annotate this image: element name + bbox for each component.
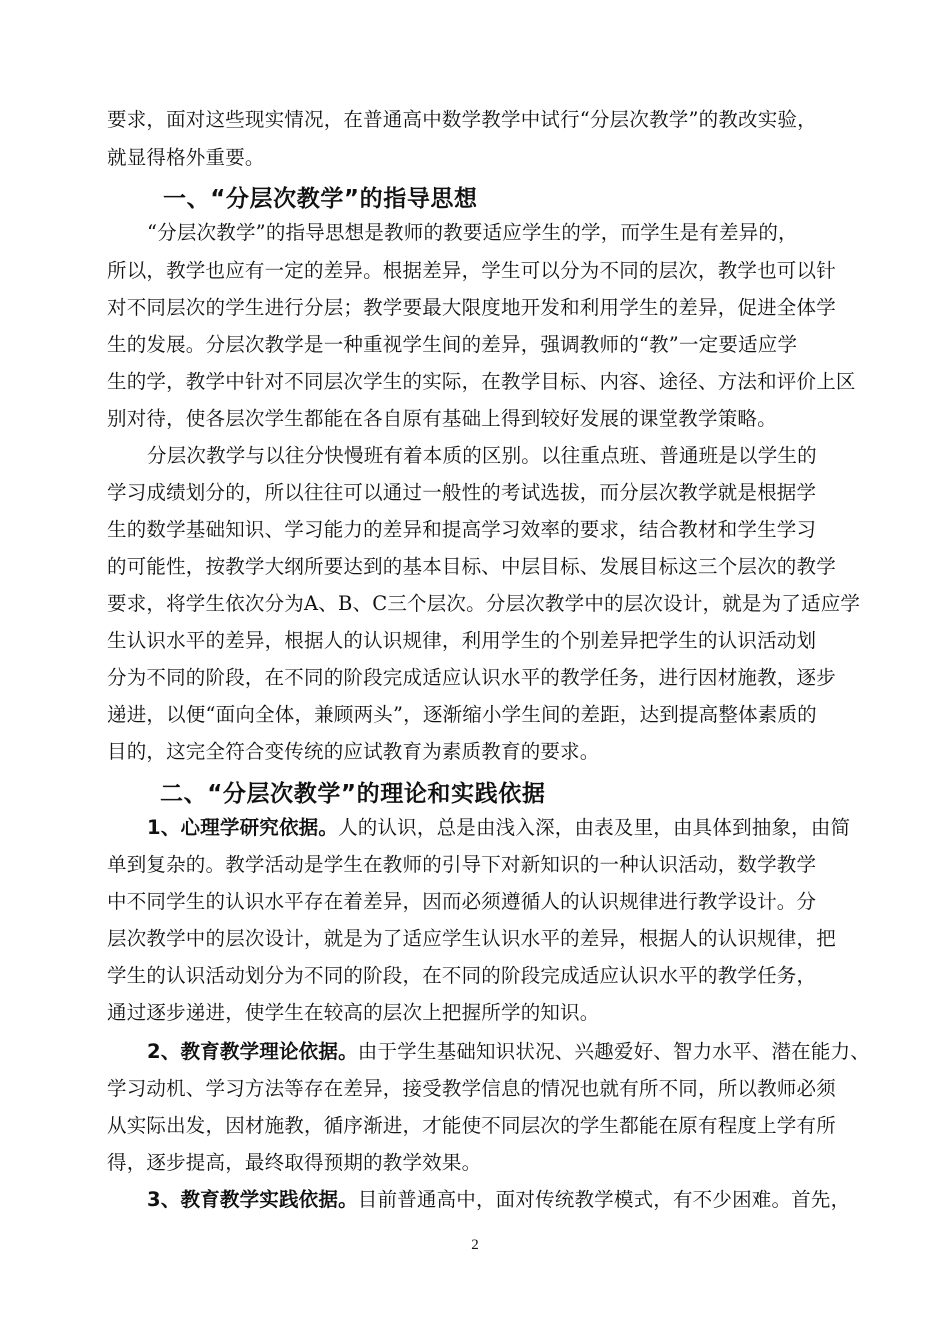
body-text-line — [147, 1039, 870, 1065]
item-text: 目前普通高中，面对传统教学模式，有不少困难。首先， — [357, 1188, 851, 1211]
section-heading-1: 一、“分层次教学”的指导思想 — [163, 186, 478, 212]
body-text-line: 生的学，教学中针对不同层次学生的实际，在教学目标、内容、途径、方法和评价上区 — [107, 370, 856, 393]
body-text-line: 目的，这完全符合变传统的应试教育为素质教育的要求。 — [107, 740, 600, 763]
item-text: 人的认识，总是由浅入深，由表及里，由具体到抽象，由简 — [338, 816, 851, 839]
body-text-line — [147, 1187, 850, 1213]
body-text-line: “分层次教学”的指导思想是教师的教要适应学生的学，而学生是有差异的， — [147, 221, 798, 244]
item-text: 由于学生基础知识状况、兴趣爱好、智力水平、潜在能力、 — [357, 1040, 870, 1063]
body-text-line: 学习动机、学习方法等存在差异，接受教学信息的情况也就有所不同，所以教师必须 — [107, 1077, 836, 1100]
body-text-line: 别对待，使各层次学生都能在各自原有基础上得到较好发展的课堂教学策略。 — [107, 407, 777, 430]
body-text-line: 通过逐步递进，使学生在较高的层次上把握所学的知识。 — [107, 1001, 600, 1024]
body-text-line: 中不同学生的认识水平存在着差异，因而必须遵循人的认识规律进行教学设计。分 — [107, 890, 817, 913]
body-text-line — [147, 815, 850, 841]
item-lead: 3、教育教学实践依据。 — [147, 1188, 358, 1211]
body-text-line: 层次教学中的层次设计，就是为了适应学生认识水平的差异，根据人的认识规律，把 — [107, 927, 836, 950]
section-heading-2: 二、“分层次教学”的理论和实践依据 — [160, 781, 546, 807]
body-text-line: 单到复杂的。教学活动是学生在教师的引导下对新知识的一种认识活动，数学教学 — [107, 853, 817, 876]
page-number: 2 — [471, 1237, 479, 1253]
body-text-line: 所以，教学也应有一定的差异。根据差异，学生可以分为不同的层次，教学也可以针 — [107, 259, 836, 282]
body-text-line: 学生的认识活动划分为不同的阶段，在不同的阶段完成适应认识水平的教学任务， — [107, 964, 817, 987]
body-text-line: 得，逐步提高，最终取得预期的教学效果。 — [107, 1151, 482, 1174]
body-text-line: 学习成绩划分的，所以往往可以通过一般性的考试选拔，而分层次教学就是根据学 — [107, 481, 817, 504]
body-text-line: 要求，将学生依次分为A、B、C三个层次。分层次教学中的层次设计，就是为了适应学 — [107, 592, 861, 615]
body-text-line: 就显得格外重要。 — [107, 146, 265, 169]
body-text-line: 要求，面对这些现实情况，在普通高中数学教学中试行“分层次教学”的教改实验， — [107, 108, 817, 131]
body-text-line: 生的数学基础知识、学习能力的差异和提高学习效率的要求，结合教材和学生学习 — [107, 518, 817, 541]
body-text-line: 分为不同的阶段，在不同的阶段完成适应认识水平的教学任务，进行因材施教，逐步 — [107, 666, 836, 689]
body-text-line: 递进，以便“面向全体，兼顾两头”，逐渐缩小学生间的差距，达到提高整体素质的 — [107, 703, 817, 726]
body-text-line: 生认识水平的差异，根据人的认识规律，利用学生的个别差异把学生的认识活动划 — [107, 629, 817, 652]
body-text-line: 对不同层次的学生进行分层；教学要最大限度地开发和利用学生的差异，促进全体学 — [107, 296, 836, 319]
item-lead: 1、心理学研究依据。 — [147, 816, 339, 839]
body-text-line: 从实际出发，因材施教，循序渐进，才能使不同层次的学生都能在原有程度上学有所 — [107, 1114, 836, 1137]
body-text-line: 分层次教学与以往分快慢班有着本质的区别。以往重点班、普通班是以学生的 — [147, 444, 817, 467]
item-lead: 2、教育教学理论依据。 — [147, 1040, 358, 1063]
body-text-line: 的可能性，按教学大纲所要达到的基本目标、中层目标、发展目标这三个层次的教学 — [107, 555, 836, 578]
body-text-line: 生的发展。分层次教学是一种重视学生间的差异，强调教师的“教”一定要适应学 — [107, 333, 798, 356]
